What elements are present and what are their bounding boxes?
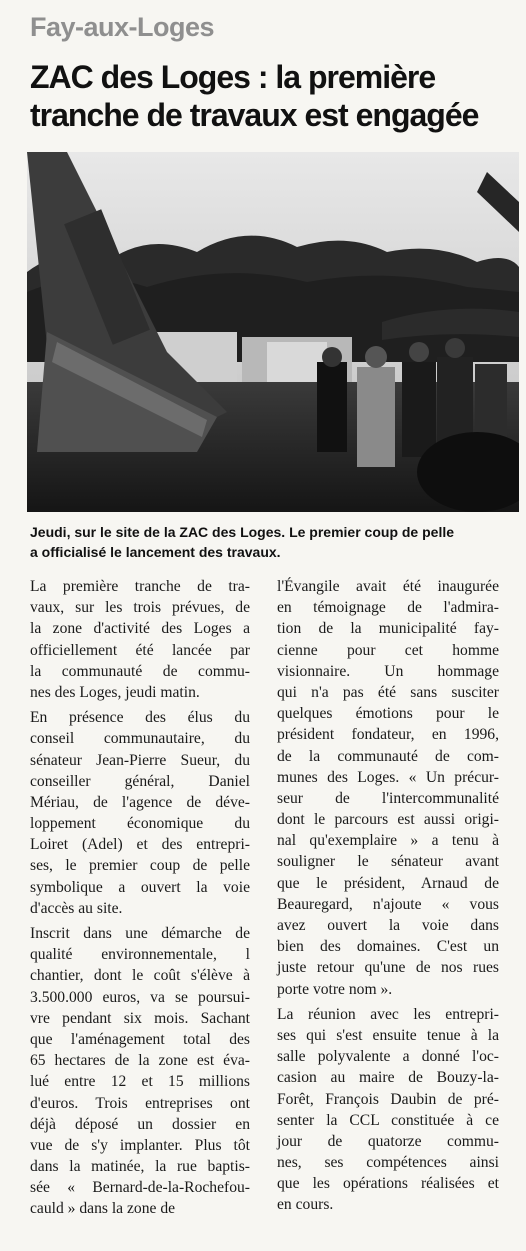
article-text-line: Beauregard, n'ajoute « vous <box>277 895 499 913</box>
article-column-left <box>30 576 250 1220</box>
article-text-line: vaux, sur les trois prévues, de <box>30 599 250 617</box>
article-text-line: porte votre nom ». <box>277 980 393 998</box>
article-text-line: vre pendant six mois. Sachant <box>30 1009 250 1027</box>
article-text-line: Loiret (Adel) et des entrepri- <box>30 836 250 854</box>
article-text-line: quelques émotions pour le <box>277 705 499 723</box>
article-text-line: Forêt, François Daubin de pré- <box>277 1090 499 1108</box>
article-text-line: 3.500.000 euros, va se poursui- <box>30 988 250 1006</box>
article-text-line: d'accès au site. <box>30 899 123 917</box>
article-text-line: munes des Loges. « Un précur- <box>277 768 499 786</box>
article-text-line: La première tranche de tra- <box>30 578 250 595</box>
construction-site-photo <box>27 152 519 512</box>
article-text-line: qui n'a pas été sans susciter <box>277 683 499 701</box>
headline-line: ZAC des Loges : la première <box>30 59 436 95</box>
caption-line: a officialisé le lancement des travaux. <box>30 544 281 560</box>
article-text-line: senter la CCL constituée à ce <box>277 1111 499 1129</box>
article-text-line: loppement économique du <box>30 815 250 833</box>
article-text-line: la communauté de commu- <box>30 662 250 680</box>
article-text-line: conseil communautaire, du <box>30 730 250 748</box>
article-text-line: dans la matinée, la rue baptis- <box>30 1158 250 1176</box>
article-text-line: que l'aménagement total des <box>30 1030 250 1048</box>
article-text-line: salle polyvalente a donné l'oc- <box>277 1048 499 1066</box>
article-text-line: nes des Loges, jeudi matin. <box>30 683 200 701</box>
article-text-line: nal qu'exemplaire » a tenu à <box>277 832 499 850</box>
article-text-line: l'Évangile avait été inaugurée <box>277 578 499 595</box>
article-text-line: en cours. <box>277 1196 334 1214</box>
article-text-line: sée « Bernard-de-la-Rochefou- <box>30 1179 250 1197</box>
article-text-line: tion de la municipalité fay- <box>277 620 499 638</box>
article-text-line: la zone d'activité des Loges a <box>30 620 250 638</box>
section-kicker: Fay-aux-Loges <box>30 12 215 42</box>
article-text-line: juste retour qu'une de nos rues <box>277 959 499 977</box>
article-text-line: En présence des élus du <box>30 709 250 727</box>
article-text-line: que les opérations réalisées et <box>277 1175 499 1193</box>
article-text-line: visionnaire. Un hommage <box>277 662 499 680</box>
article-text-line: président fondateur, en 1996, <box>277 726 499 744</box>
article-text-line: qualité environnementale, l <box>30 946 250 964</box>
article-text-line: sénateur Jean-Pierre Sueur, du <box>30 751 250 769</box>
article-photo <box>27 152 519 512</box>
article-text-line: vue de s'y implanter. Plus tôt <box>30 1136 250 1154</box>
article-text-line: en témoignage de l'admira- <box>277 599 499 617</box>
article-text-line: 65 hectares de la zone est éva- <box>30 1052 250 1070</box>
article-text-line: d'euros. Trois entreprises ont <box>30 1094 250 1112</box>
photo-caption <box>30 522 520 562</box>
article-text-line: que le président, Arnaud de <box>277 874 499 892</box>
article-text-line: dont le parcours est aussi origi- <box>277 811 499 829</box>
article-text-line: ses, le premier coup de pelle <box>30 857 250 875</box>
article-text-line: souligner le sénateur avant <box>277 853 499 871</box>
headline-line: tranche de travaux est engagée <box>30 97 479 133</box>
article-column-right <box>277 576 499 1216</box>
article-headline <box>30 58 520 134</box>
article-text-line: Mériau, de l'agence de déve- <box>30 793 250 811</box>
article-text-line: chantier, dont le coût s'élève à <box>30 967 250 985</box>
article-text-line: lué entre 12 et 15 millions <box>30 1073 250 1091</box>
article-text-line: avez ouvert la voie dans <box>277 917 499 934</box>
article-text-line: cienne pour cet homme <box>277 641 499 659</box>
article-text-line: déjà déposé un dossier en <box>30 1115 250 1133</box>
article-text-line: bien des domaines. C'est un <box>277 938 499 956</box>
caption-line: Jeudi, sur le site de la ZAC des Loges. Le premier coup de pelle <box>30 524 455 540</box>
article-text-line: cauld » dans la zone de <box>30 1200 176 1218</box>
article-text-line: ses qui s'est ensuite tenue à la <box>277 1026 499 1044</box>
article-text-line: jour de quatorze commu- <box>277 1132 499 1150</box>
article-text-line: symbolique a ouvert la voie <box>30 878 250 896</box>
article-text-line: La réunion avec les entrepri- <box>277 1005 499 1023</box>
article-text-line: conseiller général, Daniel <box>30 772 250 790</box>
article-text-line: officiellement été lancée par <box>30 641 250 659</box>
article-text-line: nes, ses compétences ainsi <box>277 1154 499 1172</box>
article-text-line: Inscrit dans une démarche de <box>30 925 250 942</box>
article-text-line: casion au maire de Bouzy-la- <box>277 1069 499 1087</box>
article-text-line: de la communauté de com- <box>277 747 499 765</box>
article-text-line: seur de l'intercommunalité <box>277 789 499 807</box>
